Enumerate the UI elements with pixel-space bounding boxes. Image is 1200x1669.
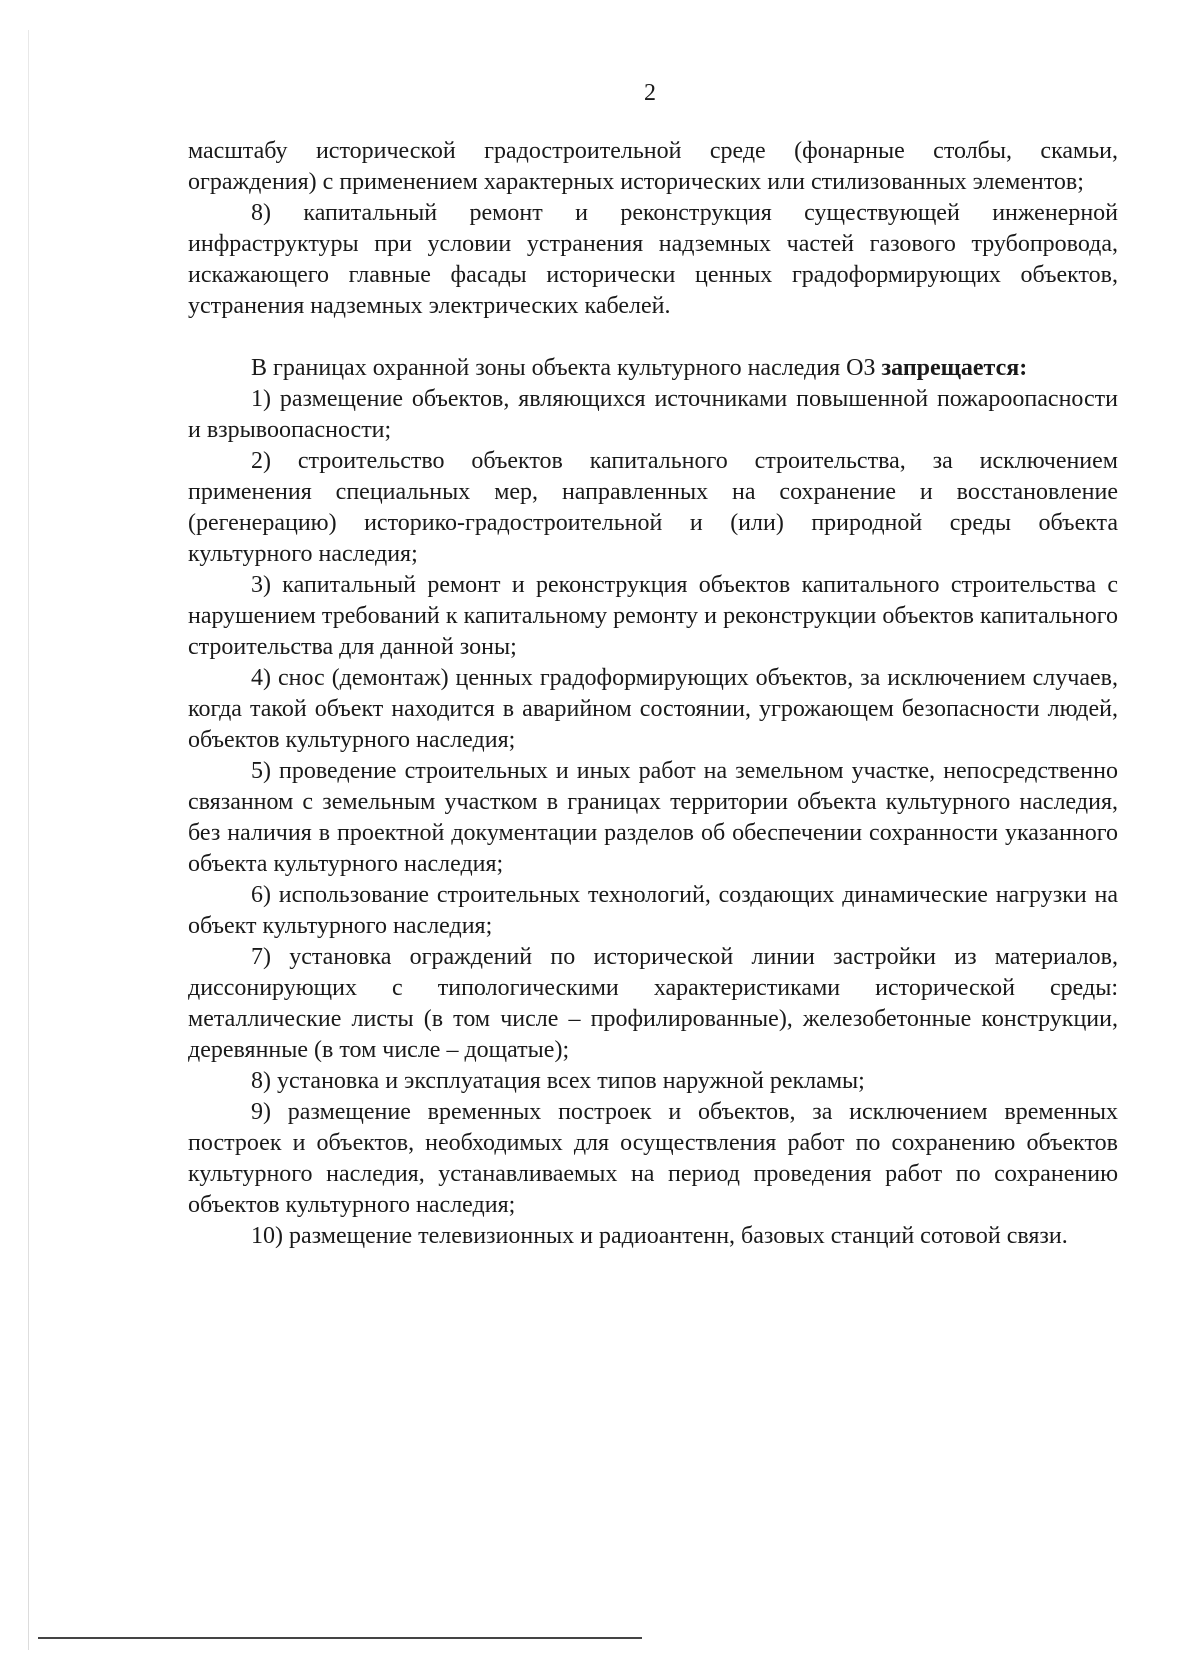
- paragraph-gap: [188, 322, 1118, 353]
- prohibited-item-7: 7) установка ограждений по исторической линии застройки из материалов, диссонирующих с типологическими характеристиками исторической среды: металлические листы (в том числе – профилированные), железобетонные конструкции, деревянные (в том числе – дощатые);: [188, 944, 1118, 1063]
- prohibited-item-3: 3) капитальный ремонт и реконструкция объектов капитального строительства с нарушением требований к капитальному ремонту и реконструкции объектов капитального строительства для данной зоны;: [188, 572, 1118, 660]
- prohibited-item-8: 8) установка и эксплуатация всех типов наружной рекламы;: [251, 1068, 865, 1094]
- scan-edge: [28, 30, 29, 1650]
- prohibited-item-4: 4) снос (демонтаж) ценных градоформирующих объектов, за исключением случаев, когда такой объект находится в аварийном состоянии, угрожающем безопасности людей, объектов культурного наследия;: [188, 665, 1118, 753]
- prohibited-item-9: 9) размещение временных построек и объектов, за исключением временных построек и объектов, необходимых для осуществления работ по сохранению объектов культурного наследия, устанавливаемых на период проведения работ по сохранению объектов культурного наследия;: [188, 1099, 1118, 1218]
- prohibited-item-2: 2) строительство объектов капитального строительства, за исключением применения специальных мер, направленных на сохранение и восстановление (регенерацию) историко-градостроительной и (или) природной среды объекта культурного наследия;: [188, 448, 1118, 567]
- prohibited-item-1: 1) размещение объектов, являющихся источниками повышенной пожароопасности и взрывоопасности;: [188, 386, 1118, 443]
- prohibited-intro-text: В границах охранной зоны объекта культурного наследия ОЗ: [251, 355, 876, 381]
- prohibited-keyword: запрещается:: [881, 355, 1028, 381]
- document-body: [188, 136, 1118, 1252]
- prohibited-item-6: 6) использование строительных технологий, создающих динамические нагрузки на объект культурного наследия;: [188, 882, 1118, 939]
- continuation-paragraph: масштабу исторической градостроительной среде (фонарные столбы, скамьи, ограждения) с применением характерных исторических или стилизованных элементов;: [188, 138, 1118, 195]
- bottom-rule: [38, 1637, 642, 1639]
- prohibited-intro: [188, 353, 1118, 384]
- allowed-item-8: 8) капитальный ремонт и реконструкция существующей инженерной инфраструктуры при условии устранения надземных частей газового трубопровода, искажающего главные фасады исторически ценных градоформирующих объектов, устранения надземных электрических кабелей.: [188, 200, 1118, 319]
- prohibited-item-5: 5) проведение строительных и иных работ на земельном участке, непосредственно связанном с земельным участком в границах территории объекта культурного наследия, без наличия в проектной документации разделов об обеспечении сохранности указанного объекта культурного наследия;: [188, 758, 1118, 877]
- page-number: 2: [644, 80, 656, 106]
- prohibited-item-10: 10) размещение телевизионных и радиоантенн, базовых станций сотовой связи.: [251, 1223, 1068, 1249]
